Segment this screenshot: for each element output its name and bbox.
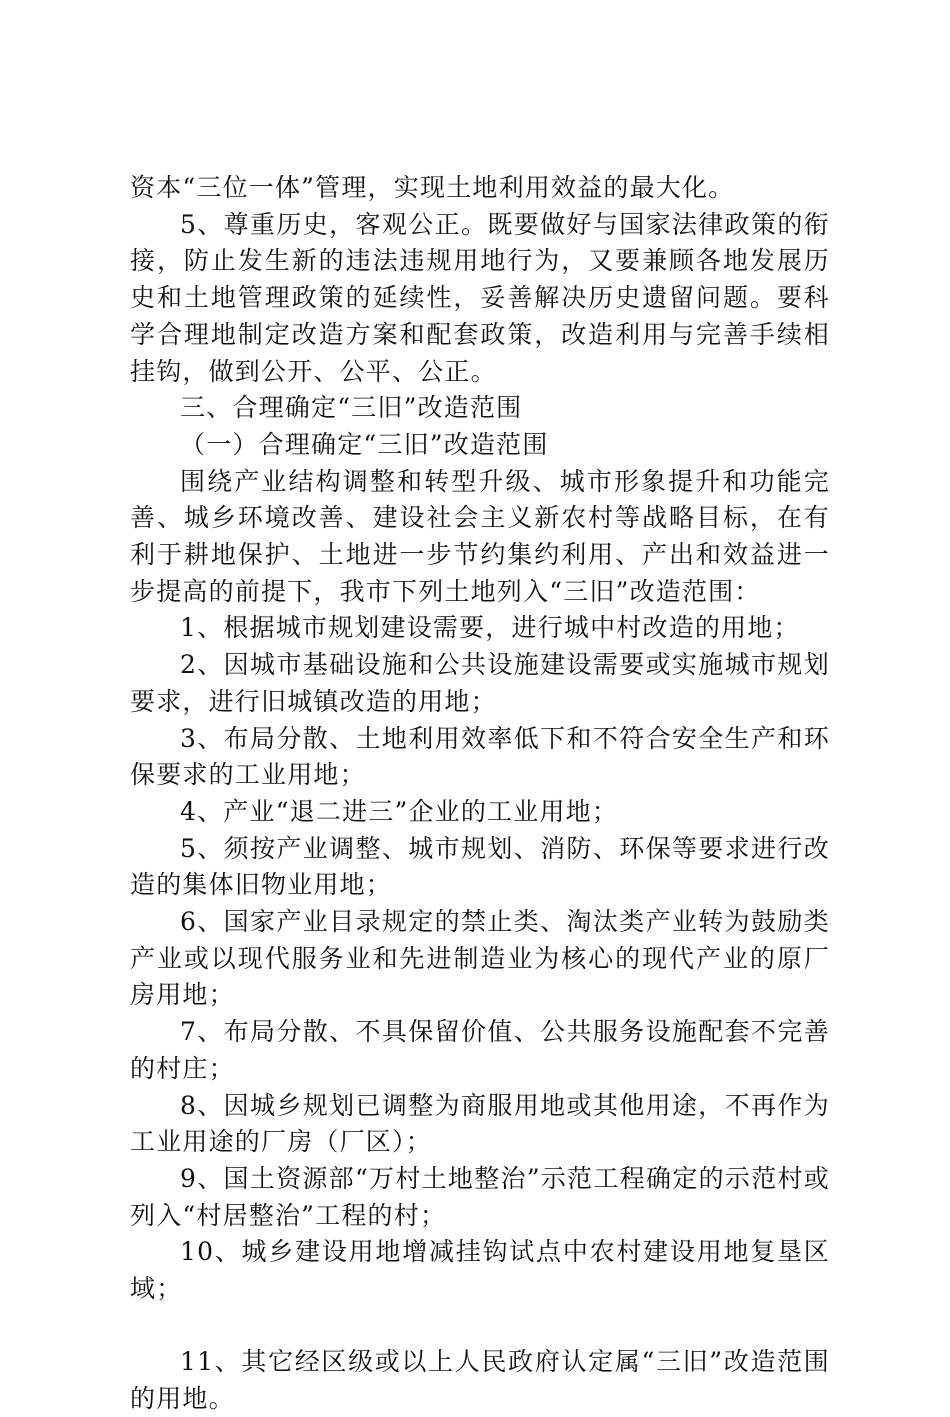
- section-heading: 三、合理确定“三旧”改造范围: [180, 393, 523, 423]
- scope-intro-paragraph: 围绕产业结构调整和转型升级、城市形象提升和功能完善、城乡环境改善、建设社会主义新农村等战略目标，在有利于耕地保护、土地进一步节约集约利用、产出和效益进一步提高的前提下，我市下列土地列入“三旧”改造范围：: [130, 466, 830, 606]
- list-item-4: 4、产业“退二进三”企业的工业用地；: [180, 796, 619, 826]
- list-item-10: 10、城乡建设用地增减挂钩试点中农村建设用地复垦区域；: [130, 1237, 830, 1304]
- subsection-heading: （一）合理确定“三旧”改造范围: [180, 429, 549, 459]
- list-item-2: 2、因城市基础设施和公共设施建设需要或实施城市规划要求，进行旧城镇改造的用地；: [130, 650, 830, 716]
- list-item-9: 9、国土资源部“万村土地整治”示范工程确定的示范村或列入“村居整治”工程的村；: [130, 1163, 830, 1230]
- list-item-1: 1、根据城市规划建设需要，进行城中村改造的用地；: [180, 613, 800, 643]
- list-item-3: 3、布局分散、土地利用效率低下和不符合安全生产和环保要求的工业用地；: [130, 723, 830, 790]
- paragraph-continuation: 资本“三位一体”管理，实现土地利用效益的最大化。: [130, 173, 735, 202]
- list-item-8: 8、因城乡规划已调整为商服用地或其他用途，不再作为工业用途的厂房（厂区）；: [130, 1090, 830, 1157]
- list-item-7: 7、布局分散、不具保留价值、公共服务设施配套不完善的村庄；: [130, 1017, 830, 1083]
- list-item-6: 6、国家产业目录规定的禁止类、淘汰类产业转为鼓励类产业或以现代服务业和先进制造业为核心的现代产业的原厂房用地；: [130, 907, 830, 1010]
- list-item-5: 5、须按产业调整、城市规划、消防、环保等要求进行改造的集体旧物业用地；: [130, 833, 830, 900]
- document-body: [130, 170, 830, 1417]
- principle-5-paragraph: 5、尊重历史，客观公正。既要做好与国家法律政策的衔接，防止发生新的违法违规用地行为，又要兼顾各地发展历史和土地管理政策的延续性，妥善解决历史遗留问题。要科学合理地制定改造方案和配套政策，改造利用与完善手续相挂钩，做到公开、公平、公正。: [130, 209, 830, 386]
- list-item-11: 11、其它经区级或以上人民政府认定属“三旧”改造范围的用地。: [130, 1346, 830, 1413]
